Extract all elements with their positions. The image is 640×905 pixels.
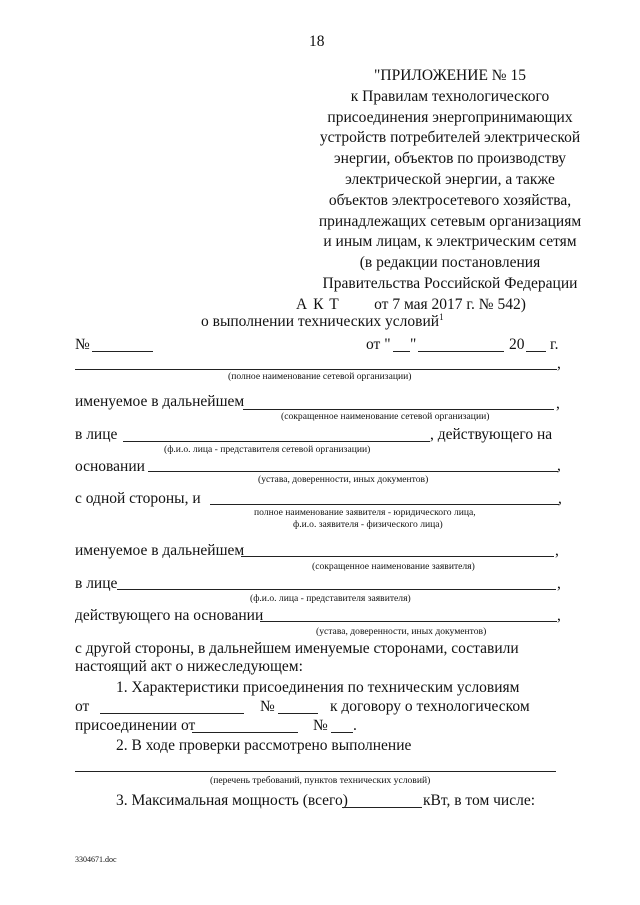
comma: , bbox=[557, 457, 561, 474]
hint-docs-1: (устава, доверенности, иных документов) bbox=[258, 474, 429, 485]
appendix-line: энергии, объектов по производству bbox=[334, 150, 566, 168]
appendix-line: принадлежащих сетевым организациям bbox=[318, 212, 582, 230]
item-1-line-3a: присоединении от bbox=[75, 717, 196, 734]
comma: , bbox=[555, 542, 559, 559]
item-3-unit: кВт, в том числе: bbox=[423, 792, 536, 809]
month-blank bbox=[418, 351, 504, 352]
appendix-line: объектов электросетевого хозяйства, bbox=[328, 191, 572, 209]
contract-number-blank bbox=[331, 732, 353, 733]
tu-date-blank bbox=[100, 713, 244, 714]
comma: , bbox=[557, 607, 561, 624]
hint-network-full-name: (полное наименование сетевой организации) bbox=[228, 371, 412, 382]
appendix-line: (в редакции постановления bbox=[359, 254, 541, 272]
comma: , bbox=[558, 490, 562, 507]
hint-docs-2: (устава, доверенности, иных документов) bbox=[316, 626, 487, 637]
day-blank bbox=[393, 351, 410, 352]
in-person-label-2: в лице bbox=[75, 575, 118, 592]
hint-network-short-name: (сокращенное наименование сетевой организации) bbox=[281, 411, 490, 422]
requirements-line bbox=[75, 771, 556, 772]
date-year: 20 bbox=[509, 336, 525, 353]
other-side-line-2: настоящий акт о нижеследующем: bbox=[75, 658, 303, 675]
hint-applicant-full-1: полное наименование заявителя - юридического лица, bbox=[254, 507, 476, 518]
item-3-label: 3. Максимальная мощность (всего) bbox=[116, 792, 348, 809]
basis-docs-line-2 bbox=[260, 621, 557, 622]
item-1-from: от bbox=[75, 698, 90, 715]
contract-date-blank bbox=[192, 732, 298, 733]
year-blank bbox=[526, 351, 546, 352]
applicant-full-name-line bbox=[210, 504, 559, 505]
appendix-line: и иным лицам, к электрическим сетям bbox=[323, 233, 577, 251]
item-1-contract: к договору о технологическом bbox=[330, 698, 530, 715]
appendix-block bbox=[300, 66, 600, 316]
item-1-line-3c: . bbox=[353, 717, 357, 734]
comma: , bbox=[556, 395, 560, 412]
footnote-mark: 1 bbox=[439, 312, 444, 322]
other-side-line-1: с другой стороны, в дальнейшем именуемые сторонами, составили bbox=[75, 640, 519, 657]
applicant-short-name-line bbox=[241, 556, 554, 557]
basis-label: основании bbox=[75, 458, 145, 475]
date-quote: " bbox=[410, 336, 417, 353]
acting-basis-label: действующего на основании bbox=[75, 607, 264, 624]
item-1-no: № bbox=[260, 698, 275, 715]
hint-network-rep: (ф.и.о. лица - представителя сетевой организации) bbox=[164, 444, 371, 455]
appendix-line: "ПРИЛОЖЕНИЕ № 15 bbox=[374, 67, 526, 84]
page-number: 18 bbox=[309, 33, 325, 50]
hereinafter-label-1: именуемое в дальнейшем bbox=[75, 393, 245, 410]
appendix-line: Правительства Российской Федерации bbox=[322, 274, 578, 292]
tu-number-blank bbox=[278, 713, 318, 714]
number-blank bbox=[92, 351, 153, 352]
hint-applicant-short: (сокращенное наименование заявителя) bbox=[312, 561, 475, 572]
one-side-label: с одной стороны, и bbox=[75, 490, 201, 507]
comma: , bbox=[557, 355, 561, 372]
item-1-line-3b: № bbox=[313, 717, 328, 734]
acting-on-label: , действующего на bbox=[430, 426, 553, 443]
date-from: от " bbox=[366, 336, 391, 353]
in-person-label-1: в лице bbox=[75, 426, 118, 443]
act-subtitle bbox=[201, 312, 444, 331]
date-g: г. bbox=[550, 336, 559, 353]
number-label: № bbox=[75, 336, 90, 353]
applicant-rep-line bbox=[117, 589, 556, 590]
item-2: 2. В ходе проверки рассмотрено выполнение bbox=[116, 737, 412, 754]
max-power-blank bbox=[342, 807, 422, 808]
hereinafter-label-2: именуемое в дальнейшем bbox=[75, 542, 245, 559]
hint-requirements: (перечень требований, пунктов технических условий) bbox=[210, 775, 431, 786]
appendix-line: от 7 мая 2017 г. № 542) bbox=[374, 295, 526, 313]
appendix-line: устройств потребителей электрической bbox=[319, 129, 581, 147]
network-full-name-line bbox=[75, 369, 557, 370]
file-name: 3304671.doc bbox=[75, 855, 117, 864]
appendix-line: к Правилам технологического bbox=[350, 87, 550, 105]
appendix-line: электрической энергии, а также bbox=[345, 170, 555, 188]
comma: , bbox=[557, 575, 561, 592]
network-short-name-line bbox=[243, 409, 554, 410]
item-1-line-1: 1. Характеристики присоединения по техническим условиям bbox=[116, 679, 520, 696]
network-rep-line bbox=[123, 441, 430, 442]
hint-applicant-rep: (ф.и.о. лица - представителя заявителя) bbox=[250, 593, 411, 604]
act-title: А К Т bbox=[296, 296, 340, 313]
basis-docs-line-1 bbox=[148, 471, 558, 472]
act-subtitle-text: о выполнении технических условий bbox=[201, 313, 440, 331]
appendix-line: присоединения энергопринимающих bbox=[327, 108, 573, 126]
hint-applicant-full-2: ф.и.о. заявителя - физического лица) bbox=[293, 519, 443, 530]
